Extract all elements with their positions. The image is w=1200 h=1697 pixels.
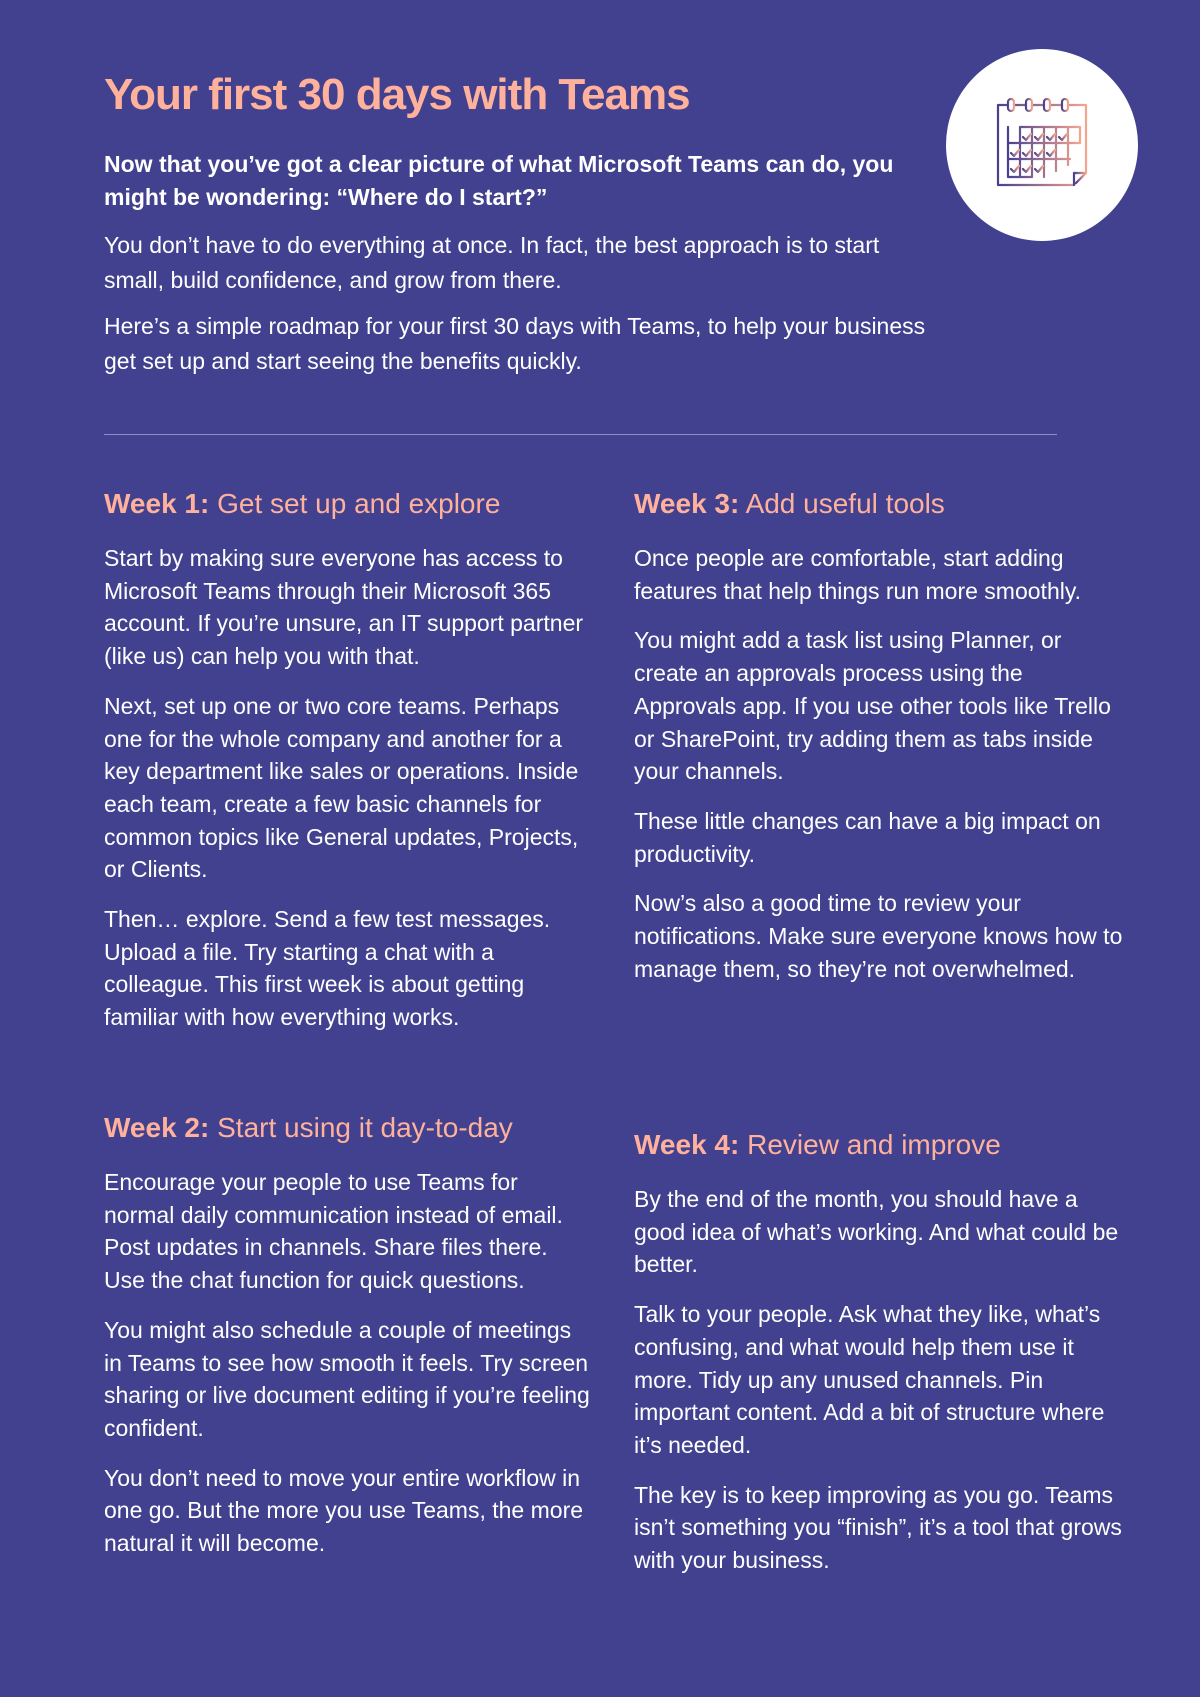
week-paragraph: You might add a task list using Planner, or create an approvals process using the Approvals app. If you use other tools like Trello or SharePoint, try adding them as tabs inside your channels. <box>634 627 1111 785</box>
week-paragraph: Start by making sure everyone has access to Microsoft Teams through their Microsoft 365 account. If you’re unsure, an IT support partner (like us) can help you with that. <box>104 545 584 670</box>
week-paragraph: Next, set up one or two core teams. Perhaps one for the whole company and another for a key department like sales or operations. Inside each team, create a few basic channels for common topics like General updates, Projects, or Clients. <box>104 692 579 883</box>
week-label: Week 2: <box>104 1112 210 1143</box>
week-label: Week 1: <box>104 488 210 519</box>
week-paragraph: Now’s also a good time to review your notifications. Make sure everyone knows how to manage them, so they’re not overwhelmed. <box>634 890 1123 982</box>
calendar-badge <box>946 49 1138 241</box>
week-label: Week 3: <box>634 488 740 519</box>
week-heading <box>104 1108 594 1148</box>
week-title: Add useful tools <box>745 488 945 519</box>
section-divider <box>104 434 1057 435</box>
week-1-section <box>104 484 594 1051</box>
week-title: Start using it day-to-day <box>217 1112 513 1143</box>
week-paragraph: Encourage your people to use Teams for normal daily communication instead of email. Post updates in channels. Share files there. Use the chat function for quick questions. <box>104 1169 563 1294</box>
lead-paragraph: Now that you’ve got a clear picture of what Microsoft Teams can do, you might be wondering: “Where do I start?” <box>104 151 894 210</box>
intro-paragraph: Here’s a simple roadmap for your first 30 days with Teams, to help your business get set up and start seeing the benefits quickly. <box>104 313 926 374</box>
week-heading <box>634 1125 1124 1165</box>
week-paragraph: Talk to your people. Ask what they like, what’s confusing, and what would help them use it more. Tidy up any unused channels. Pin important content. Add a bit of structure where it’s needed. <box>634 1301 1105 1458</box>
calendar-checklist-icon <box>992 95 1092 195</box>
week-3-section <box>634 484 1124 1002</box>
page-title: Your first 30 days with Teams <box>104 70 690 119</box>
week-paragraph: By the end of the month, you should have a good idea of what’s working. And what could be better. <box>634 1186 1119 1278</box>
week-paragraph: You might also schedule a couple of meetings in Teams to see how smooth it feels. Try screen sharing or live document editing if you’re feeling confident. <box>104 1316 590 1441</box>
week-title: Review and improve <box>747 1129 1001 1160</box>
week-2-section <box>104 1108 594 1577</box>
week-paragraph: Once people are comfortable, start adding features that help things run more smoothly. <box>634 545 1082 604</box>
week-title: Get set up and explore <box>217 488 501 519</box>
week-paragraph: These little changes can have a big impact on productivity. <box>634 807 1101 867</box>
week-paragraph: Then… explore. Send a few test messages. Upload a file. Try starting a chat with a colleague. This first week is about getting familiar with how everything works. <box>104 906 551 1031</box>
intro-paragraph: You don’t have to do everything at once. In fact, the best approach is to start small, build confidence, and grow from there. <box>104 232 880 293</box>
week-paragraph: You don’t need to move your entire workflow in one go. But the more you use Teams, the more natural it will become. <box>104 1464 584 1557</box>
week-heading <box>634 484 1124 524</box>
week-4-section <box>634 1125 1124 1594</box>
week-label: Week 4: <box>634 1129 740 1160</box>
week-paragraph: The key is to keep improving as you go. Teams isn’t something you “finish”, it’s a tool that grows with your business. <box>634 1481 1122 1574</box>
week-heading <box>104 484 594 524</box>
